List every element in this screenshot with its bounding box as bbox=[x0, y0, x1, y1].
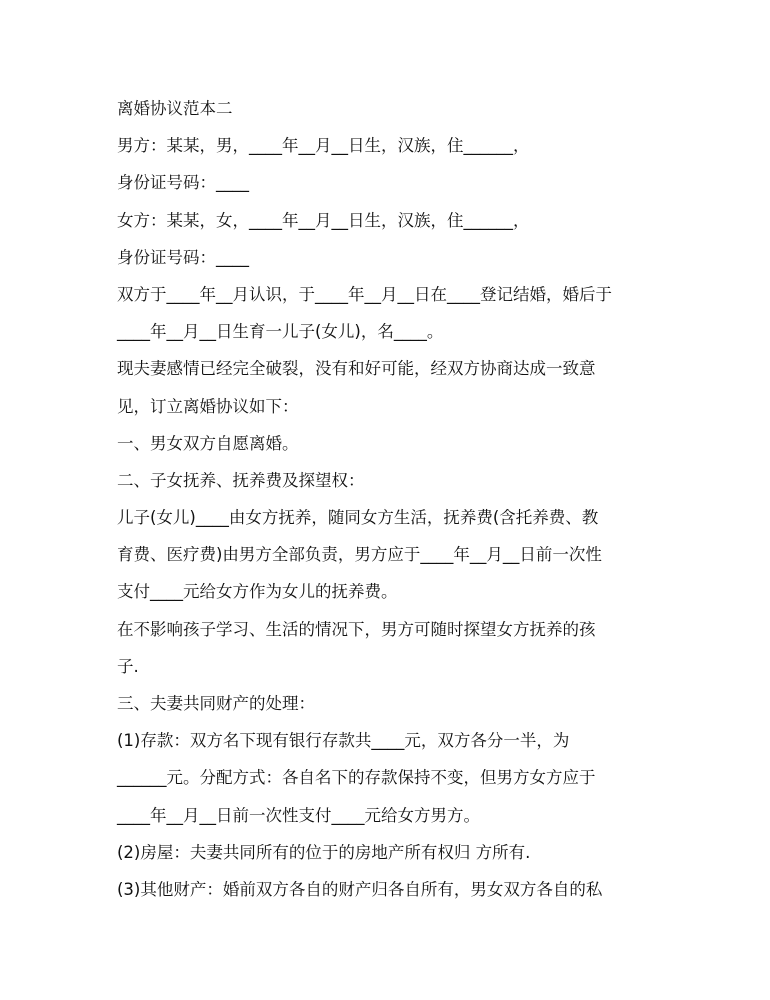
section-heading: 三、夫妻共同财产的处理： bbox=[117, 694, 315, 713]
document-title: 离婚协议范本二 bbox=[117, 99, 233, 118]
paragraph-line: 现夫妻感情已经完全破裂，没有和好可能，经双方协商达成一致意 bbox=[117, 359, 596, 379]
paragraph-line: 儿子(女儿)____由女方抚养，随同女方生活，抚养费(含托养费、教 bbox=[117, 508, 599, 528]
paragraph-line: 在不影响孩子学习、生活的情况下，男方可随时探望女方抚养的孩 bbox=[117, 619, 596, 639]
paragraph-line: 双方于____年__月认识，于____年__月__日在____登记结婚，婚后于 bbox=[117, 284, 612, 304]
paragraph-line: (1)存款：双方名下现有银行存款共____元，双方各分一半，为 bbox=[117, 731, 570, 751]
paragraph-line: 育费、医疗费)由男方全部负责，男方应于____年__月__日前一次性 bbox=[117, 545, 602, 565]
paragraph-line: 见，订立离婚协议如下： bbox=[117, 396, 299, 416]
paragraph-line: ____年__月__日生育一儿子(女儿)，名____。 bbox=[117, 322, 444, 342]
paragraph-line: 子. bbox=[117, 656, 139, 676]
wife-info-line: 女方：某某，女，____年__月__日生，汉族，住______， bbox=[117, 210, 530, 230]
section-heading: 二、子女抚养、抚养费及探望权： bbox=[117, 470, 365, 490]
paragraph-line: ____年__月__日前一次性支付____元给女方男方。 bbox=[117, 805, 480, 825]
document-body bbox=[117, 90, 662, 908]
paragraph-line: 支付____元给女方作为女儿的抚养费。 bbox=[117, 582, 398, 602]
section-heading: 一、男女双方自愿离婚。 bbox=[117, 433, 299, 453]
paragraph-line: (2)房屋：夫妻共同所有的位于的房地产所有权归 方所有. bbox=[117, 842, 531, 862]
husband-info-line: 男方：某某，男，____年__月__日生，汉族，住______， bbox=[117, 136, 530, 156]
husband-id-line: 身份证号码：____ bbox=[117, 173, 249, 193]
paragraph-line: (3)其他财产：婚前双方各自的财产归各自所有，男女双方各自的私 bbox=[117, 879, 603, 899]
wife-id-line: 身份证号码：____ bbox=[117, 247, 249, 267]
paragraph-line: ______元。分配方式：各自名下的存款保持不变，但男方女方应于 bbox=[117, 768, 596, 788]
